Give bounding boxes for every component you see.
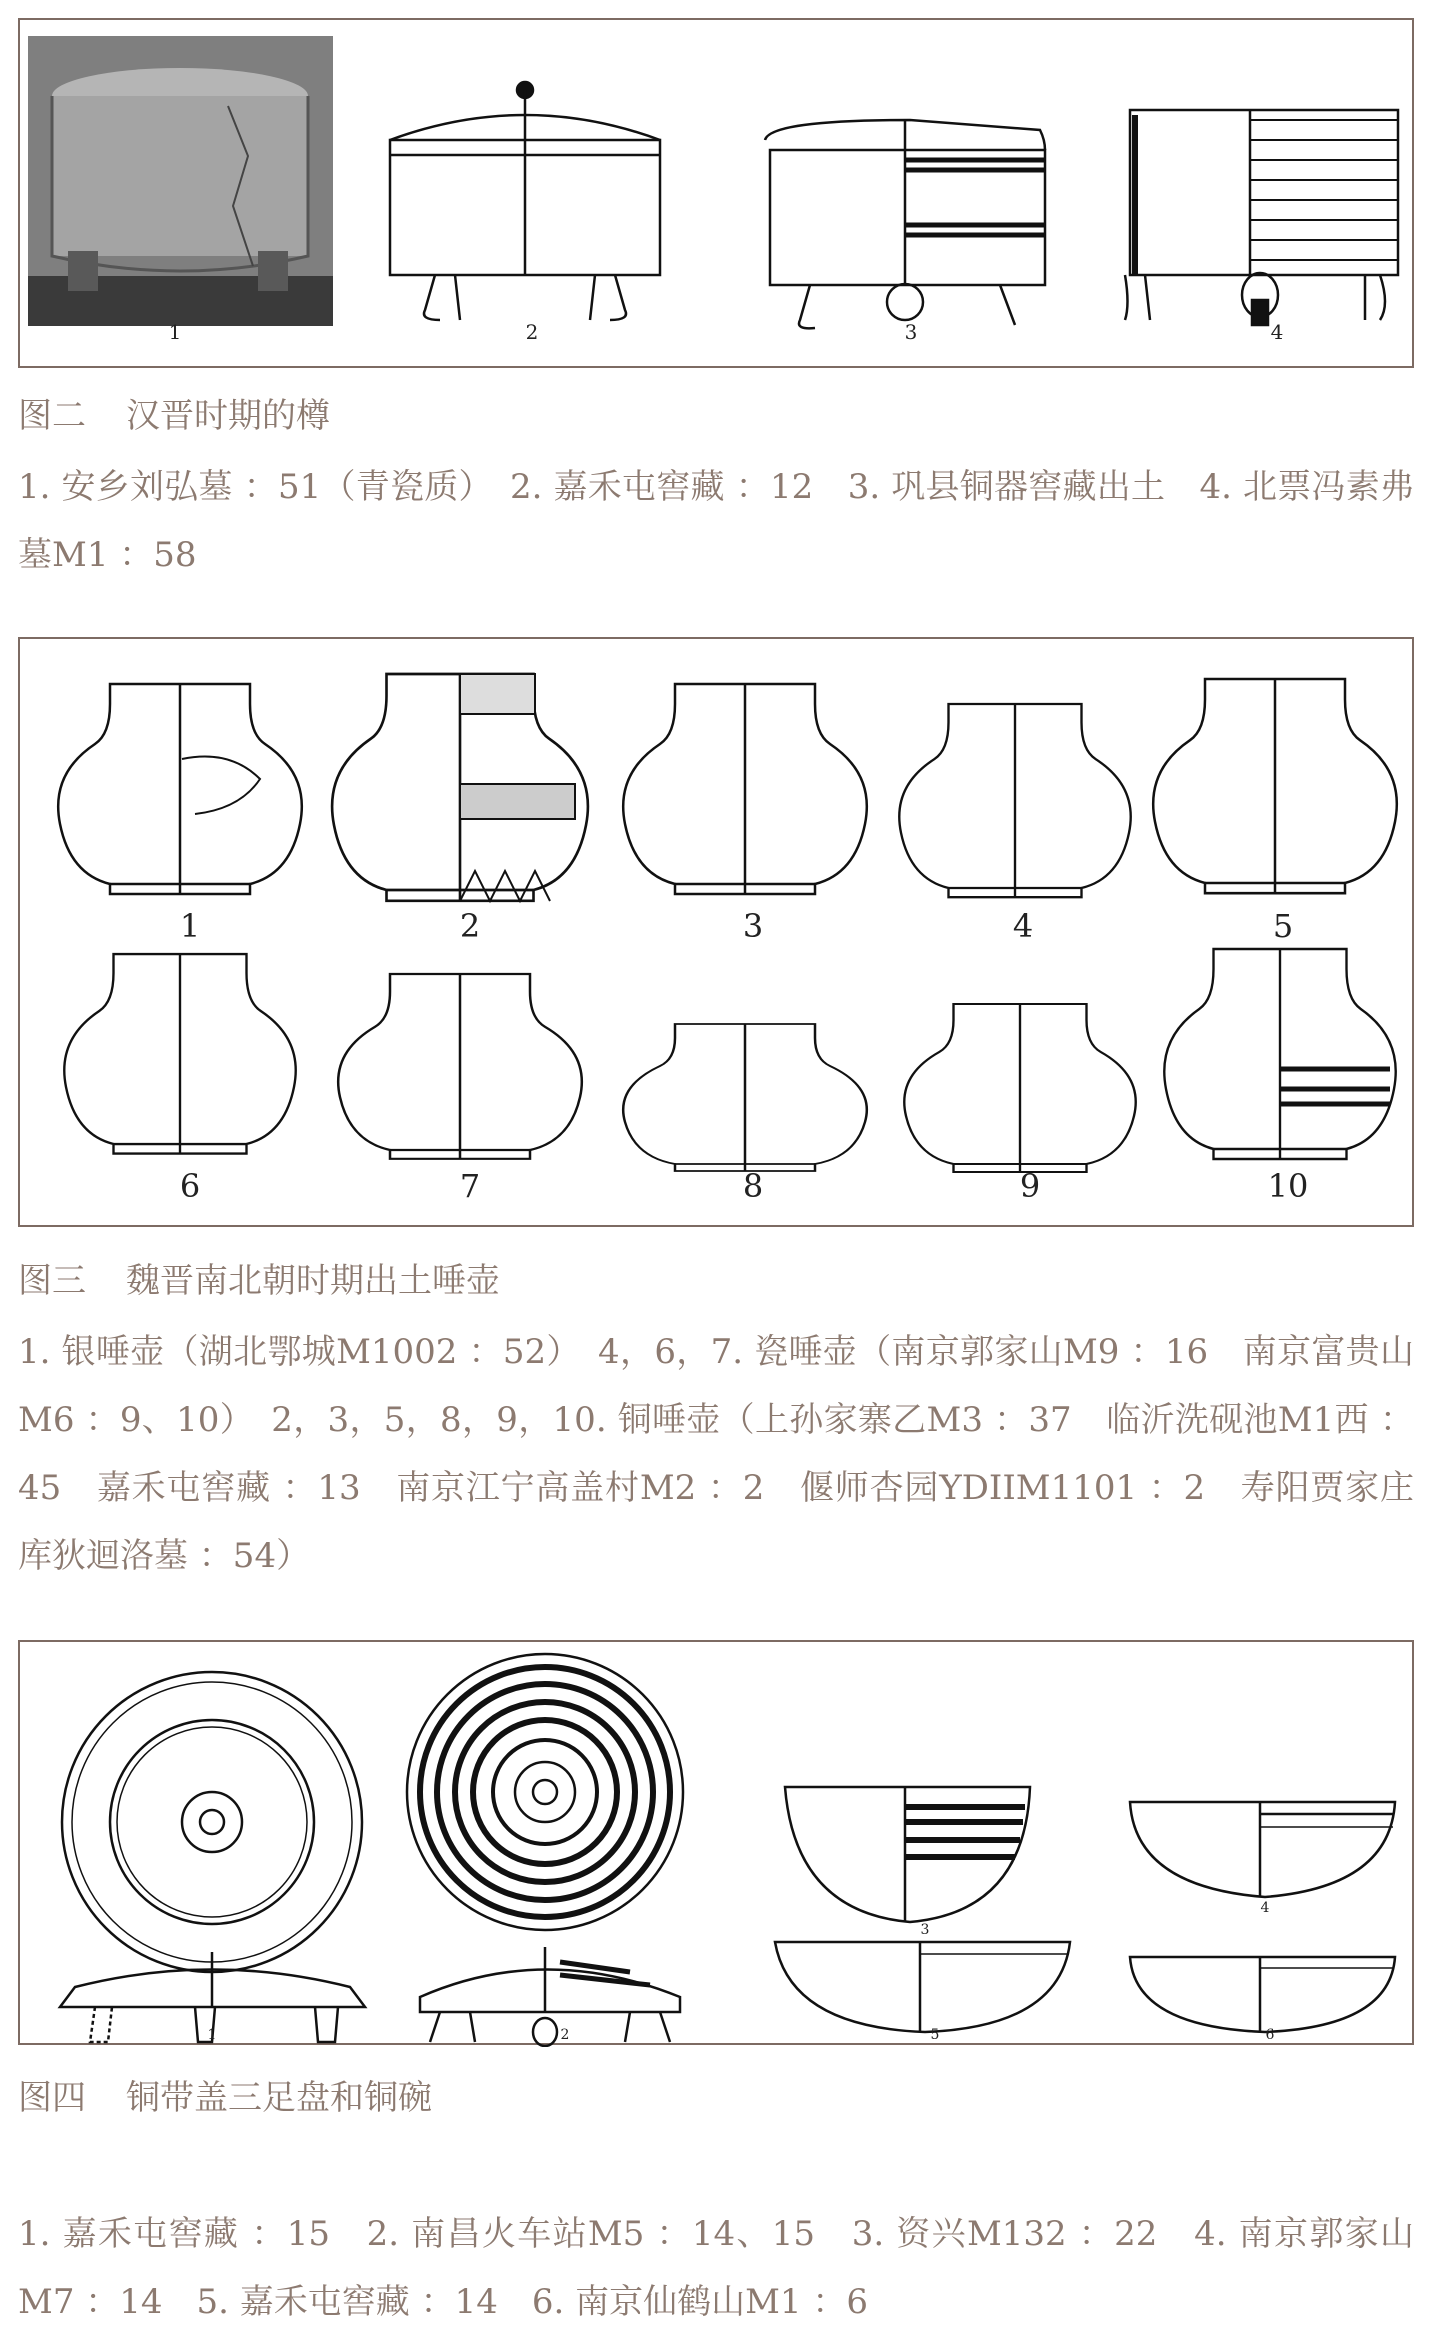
- zun-drawings: [20, 20, 1416, 370]
- spittoon-drawing-3: [623, 684, 867, 894]
- fig3-number-10: 10: [1267, 1167, 1309, 1205]
- figure-4-title: [18, 2070, 432, 2119]
- spittoon-drawing-7: [338, 974, 582, 1159]
- fig2-number-4: 4: [1270, 320, 1284, 344]
- fig4-number-4: 4: [1260, 1900, 1270, 1916]
- plate-drawing-2: [407, 1654, 683, 2046]
- fig3-number-2: 2: [459, 907, 481, 945]
- bowl-drawing-5: [775, 1942, 1070, 2032]
- fig3-number-4: 4: [1012, 907, 1034, 945]
- spittoon-drawing-2: [332, 674, 588, 901]
- spittoon-drawings: [20, 639, 1416, 1229]
- fig4-number-2: 2: [560, 2027, 570, 2043]
- fig3-number-5: 5: [1272, 907, 1294, 945]
- figure-2-title: [18, 388, 330, 437]
- fig4-number-5: 5: [930, 2027, 940, 2043]
- plate-drawing-1: [60, 1672, 365, 2042]
- fig3-number-8: 8: [742, 1167, 764, 1205]
- fig4-number-3: 3: [920, 1922, 930, 1938]
- figure-3-panel: [18, 637, 1414, 1227]
- fig3-number-6: 6: [179, 1167, 201, 1205]
- figure-4-panel: [18, 1640, 1414, 2045]
- bowl-drawing-4: [1130, 1802, 1395, 1897]
- fig3-number-3: 3: [742, 907, 764, 945]
- figure-4-caption: 1. 嘉禾屯窖藏 ：15 2. 南昌火车站M5 ：14、15 3. 资兴M132 ：22 4. 南京郭家山M7 ：14 5. 嘉禾屯窖藏 ：14 6. 南京仙鹤山M1 ：6: [18, 2214, 1414, 2322]
- zun-drawing-3: [765, 120, 1045, 328]
- fig2-number-2: 2: [525, 320, 539, 344]
- fig3-number-7: 7: [459, 1167, 481, 1205]
- bowl-drawing-3: [785, 1787, 1030, 1922]
- figure-3-label: 图三: [18, 1261, 86, 1301]
- spittoon-drawing-9: [904, 1004, 1135, 1172]
- figure-4-label: 图四: [18, 2078, 86, 2118]
- figure-4-title-text: 铜带盖三足盘和铜碗: [126, 2078, 432, 2118]
- figure-2-panel: [18, 18, 1414, 368]
- bowl-drawing-6: [1130, 1957, 1395, 2032]
- fig4-number-6: 6: [1265, 2027, 1275, 2043]
- figure-3-caption: 1. 银唾壶（湖北鄂城M1002 ：52） 4，6，7. 瓷唾壶（南京郭家山M9 ：16 南京富贵山M6 ：9、10） 2，3，5，8，9，10. 铜唾壶（上孙家寨乙M3 ：37 临沂洗砚池M1西 ：45 嘉禾屯窖藏 ：13 南京江宁高盖村M2 ：2 偃师杏园YDIIM1101 ：2 寿阳贾家庄库狄迴洛墓 ：54）: [18, 1332, 1414, 1576]
- figure-2-label: 图二: [18, 396, 86, 436]
- zun-drawing-4: [1125, 110, 1398, 325]
- zun-drawing-2: [390, 82, 660, 320]
- fig4-number-1: 1: [207, 2027, 217, 2043]
- spittoon-drawing-4: [899, 704, 1130, 897]
- spittoon-drawing-5: [1153, 679, 1397, 893]
- figure-2-caption: 1. 安乡刘弘墓 ：51（青瓷质） 2. 嘉禾屯窖藏 ：12 3. 巩县铜器窖藏出土 4. 北票冯素弗墓M1 ：58: [18, 467, 1414, 575]
- spittoon-drawing-6: [64, 954, 295, 1154]
- spittoon-drawing-1: [58, 684, 302, 894]
- fig3-number-1: 1: [179, 907, 201, 945]
- figure-3-title: [18, 1253, 500, 1302]
- spittoon-drawing-8: [623, 1024, 867, 1171]
- figure-3-title-text: 魏晋南北朝时期出土唾壶: [126, 1261, 500, 1301]
- spittoon-drawing-10: [1164, 949, 1395, 1159]
- figure-2-title-text: 汉晋时期的樽: [126, 396, 330, 436]
- fig2-number-1: 1: [168, 320, 182, 344]
- plate-bowl-drawings: [20, 1642, 1416, 2047]
- fig3-number-9: 9: [1019, 1167, 1041, 1205]
- fig2-number-3: 3: [904, 320, 918, 344]
